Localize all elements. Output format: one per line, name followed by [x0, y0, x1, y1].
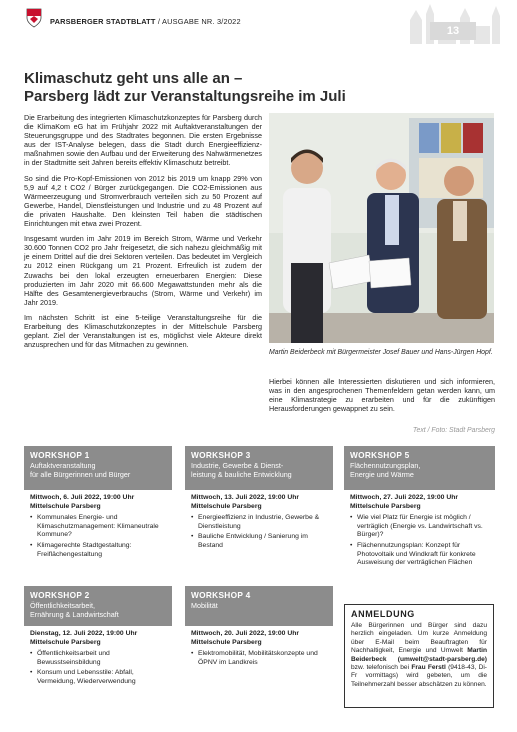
workshop-venue: Mittelschule Parsberg [350, 502, 421, 510]
title-line-1: Klimaschutz geht uns alle an – [24, 70, 243, 87]
workshop-body [185, 626, 333, 667]
list-item: • Flächennutzungsplan: Konzept für Photovoltaik und Windkraft für konkrete Ausweisung der verträglichen Flächen [350, 542, 489, 568]
workshop-header [185, 586, 333, 626]
workshop-venue: Mittelschule Parsberg [191, 638, 262, 646]
workshop-topic: leistung & bauliche Entwicklung [191, 470, 292, 479]
list-item: • Konsum und Lebensstile: Abfall, Vermeidung, Wiederverwendung [30, 669, 166, 686]
masthead [50, 17, 241, 26]
workshop-card-2 [24, 586, 172, 716]
workshop-date: Mittwoch, 6. Juli 2022, 19:00 Uhr [30, 494, 135, 501]
workshop-topics-list [191, 650, 327, 667]
workshop-topics-list [30, 650, 166, 686]
registration-title: ANMELDUNG [351, 609, 415, 619]
workshop-date: Dienstag, 12. Juli 2022, 19:00 Uhr [30, 630, 138, 637]
workshop-label: WORKSHOP 5 [350, 450, 410, 460]
workshop-card-3 [185, 446, 333, 582]
workshop-header [24, 586, 172, 626]
paragraph: Die Erarbeitung des integrierten Klimaschutzkonzeptes für Parsberg durch die KlimaKom eG hat im Frühjahr 2022 mit Auftaktveranstaltungen der Steuerungsgruppe und des Stadtrates begonnen. Die ersten Ergebnisse aus der IST-Analyse belegen, dass die Stadt durch Energieeffizienz-maßnahmen sowie den Aufbau und der Erweiterung des Nahwärmenetzes in der Stadtmitte seit Jahren bereits effektiv Klimaschutz betreibt. [24, 113, 262, 168]
workshop-label: WORKSHOP 2 [30, 590, 90, 600]
registration-text [351, 622, 487, 689]
registration-outro: , Di-Fr vormittags) wird gebeten, um die Teilnehmerzahl besser abschätzen zu können. [351, 664, 488, 688]
registration-phone: (9418-43 [445, 664, 475, 672]
registration-box [344, 604, 494, 708]
paragraph: So sind die Pro-Kopf-Emissionen von 2012 bis 2019 um knapp 29% von 5,9 auf 4,2 t CO2 / Bürger zurückgegangen. Die CO2-Emissionen aus Wärmeerzeugung und Stromverbrauch verteilen sich zu 50 Prozent auf Gewerbe, Handel, Dienstleistungen und Industrie und zu 48 Prozent auf die privaten Haushalte. Den kleinsten Teil haben die städtischen Einrichtungen mit etwa zwei Prozent. [24, 173, 262, 229]
issue-number: / AUSGABE NR. 3/2022 [155, 17, 241, 26]
workshop-body [24, 626, 172, 687]
workshop-venue: Mittelschule Parsberg [30, 638, 101, 646]
workshop-topic: Mobilität [191, 601, 218, 610]
list-item: • Wie viel Platz für Energie ist möglich / verträglich (Energie vs. Landwirtschaft vs. Bürger)? [350, 514, 489, 540]
workshop-card-4 [185, 586, 333, 716]
workshop-label: WORKSHOP 3 [191, 450, 251, 460]
page-number: 13 [430, 22, 476, 40]
article-right-paragraph: Hierbei können alle Interessierten diskutieren und sich informieren, was in den angesprochenen Themenfeldern getan werden kann, um eine Klimastrategie zu erarbeiten und für die zukünftigen Herausforderungen gewappnet zu sein. [269, 377, 495, 414]
article-title [24, 70, 494, 106]
workshop-venue: Mittelschule Parsberg [191, 502, 262, 510]
publication-name: PARSBERGER STADTBLATT [50, 17, 156, 26]
list-item: • Öffentlichkeitsarbeit und Bewusstseinsbildung [30, 650, 166, 667]
workshop-topics-list [191, 514, 327, 550]
workshop-topic: Ernährung & Landwirtschaft [30, 610, 119, 619]
workshop-body [185, 490, 333, 551]
photo-credit: Text / Foto: Stadt Parsberg [412, 427, 495, 434]
workshop-label: WORKSHOP 4 [191, 590, 251, 600]
list-item: • Elektromobilität, Mobilitätskonzepte und ÖPNV im Landkreis [191, 650, 327, 667]
registration-phone-name: Frau Ferstl [411, 664, 446, 672]
workshop-date: Mittwoch, 27. Juli 2022, 19:00 Uhr [350, 494, 459, 501]
town-crest-icon [26, 8, 42, 28]
workshop-header [185, 446, 333, 490]
list-item: • Klimagerechte Stadtgestaltung: Freiflächengestaltung [30, 542, 166, 559]
workshop-topic: Auftaktveranstaltung [30, 461, 96, 470]
article-body [24, 113, 262, 355]
workshop-header [344, 446, 495, 490]
paragraph: Im nächsten Schritt ist eine 5-teilige Veranstaltungsreihe für die Erarbeitung des Klimaschutzkonzeptes in der Mittelschule Parsberg geplant. Ziel der Veranstaltungen ist es, möglichst viele Akteure direkt anzusprechen und für das Mitmachen zu gewinnen. [24, 312, 262, 350]
workshop-date: Mittwoch, 20. Juli 2022, 19:00 Uhr [191, 630, 300, 637]
page-header [0, 0, 517, 44]
registration-contact: Martin Beiderbeck (umwelt@stadt-parsberg.de) [351, 647, 487, 663]
workshop-date: Mittwoch, 13. Juli 2022, 19:00 Uhr [191, 494, 300, 501]
workshop-topics-list [30, 514, 166, 559]
photo-illustration [269, 113, 494, 343]
workshop-header [24, 446, 172, 490]
workshop-label: WORKSHOP 1 [30, 450, 90, 460]
workshop-topic: Flächennutzungsplan, [350, 461, 421, 470]
workshop-card-1 [24, 446, 172, 582]
workshop-topic: Industrie, Gewerbe & Dienst- [191, 461, 284, 470]
workshop-topic: Öffentlichkeitsarbeit, [30, 601, 95, 610]
workshop-venue: Mittelschule Parsberg [30, 502, 101, 510]
list-item: • Energieeffizienz in Industrie, Gewerbe & Dienstleistung [191, 514, 327, 531]
title-line-2: Parsberg lädt zur Veranstaltungsreihe im Juli [24, 88, 346, 105]
article-photo [269, 113, 494, 343]
workshop-body [344, 490, 495, 568]
paragraph: Insgesamt wurden im Jahr 2019 im Bereich Strom, Wärme und Verkehr 30.600 Tonnen CO2 pro Jahr freigesetzt, die sich nahezu gleichmäßig mit je einem Drittel auf die drei Sektoren verteilen. Das bedeutet im Vergleich zu 2012 einen Rückgang um 21 Prozent. Erfreulich ist zudem der Zuwachs bei den lokal erzeugten erneuerbaren Energien: Diese produzierten im Jahr 2020 mit 66.600 Megawattstunden mehr als die Hälfte des Gesamtenergieverbrauchs (Strom, Wärme und Verkehr) im Jahr 2019. [24, 234, 262, 307]
workshop-topic: Energie und Wärme [350, 470, 414, 479]
registration-middle: bzw. telefonisch bei [351, 664, 412, 672]
list-item: • Kommunales Energie- und Klimaschutzmanagement: Klimaneutrale Kommune? [30, 514, 166, 540]
workshop-topic: für alle Bürgerinnen und Bürger [30, 470, 131, 479]
list-item: • Bauliche Entwicklung / Sanierung im Bestand [191, 533, 327, 550]
workshop-card-5 [344, 446, 495, 596]
registration-intro: Alle Bürgerinnen und Bürger sind dazu herzlich eingeladen. Um kurze Anmeldung über E-Mail beim Beauftragten für Nachhaltigkeit, Energie und Umwelt [351, 622, 487, 655]
workshop-topics-list [350, 514, 489, 568]
photo-caption: Martin Beiderbeck mit Bürgermeister Josef Bauer und Hans-Jürgen Hopf. [269, 349, 493, 356]
workshop-body [24, 490, 172, 559]
